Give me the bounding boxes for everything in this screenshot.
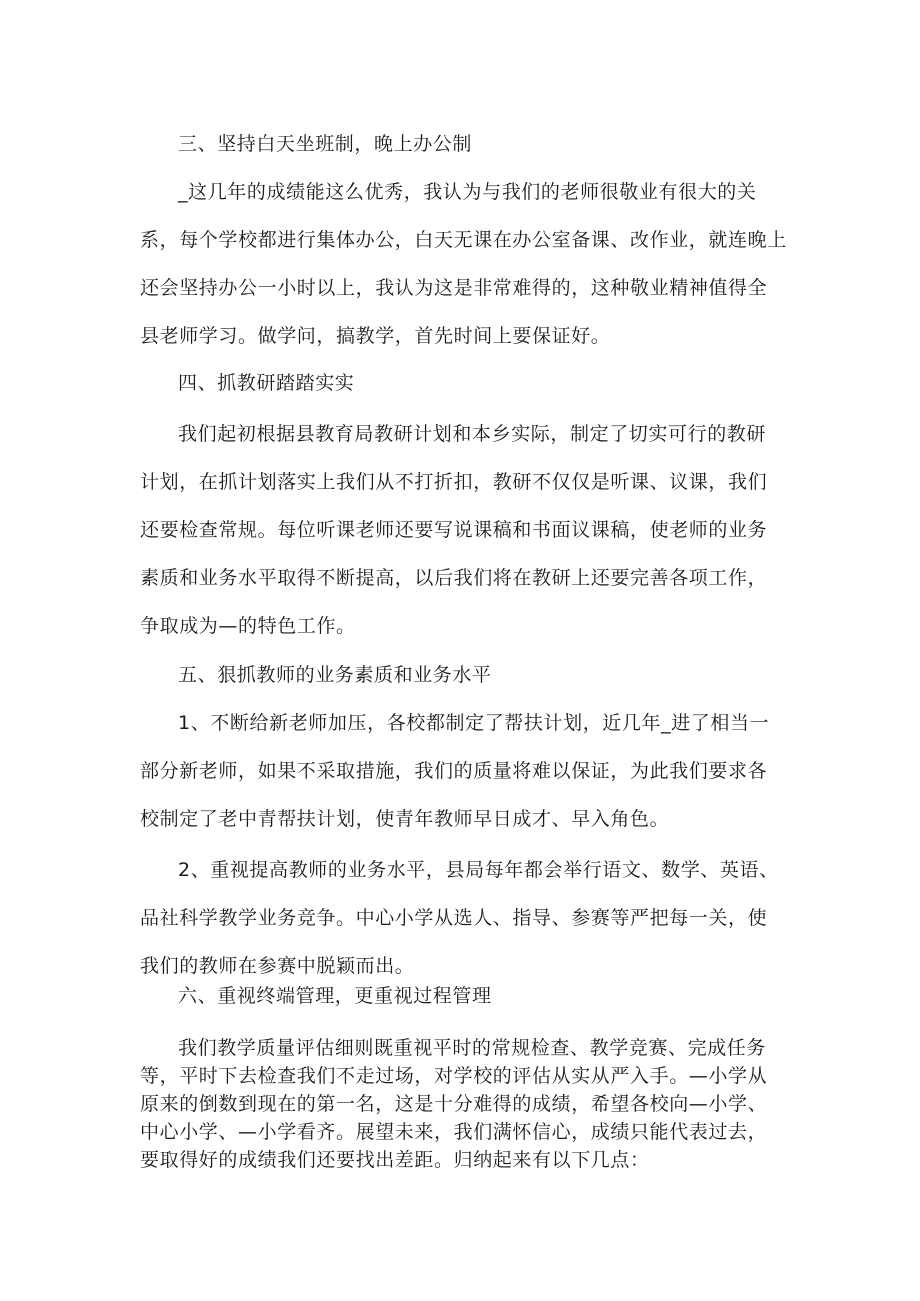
heading-text: 四、抓教研踏踏实实	[178, 372, 355, 394]
paragraph-line: 我们的教师在参赛中脱颖而出。	[140, 955, 415, 977]
section-5-item-1	[140, 699, 800, 843]
paragraph-line: 我们起初根据县教育局教研计划和本乡实际，制定了切实可行的教研	[178, 423, 767, 445]
section-3-heading	[140, 120, 838, 168]
paragraph-line: 中心小学、—小学看齐。展望未来，我们满怀信心，成绩只能代表过去，	[140, 1121, 768, 1143]
section-6-paragraph	[140, 1034, 800, 1174]
heading-text: 六、重视终端管理，更重视过程管理	[178, 985, 492, 1007]
paragraph-line: 我们教学质量评估细则既重视平时的常规检查、教学竞赛、完成任务	[178, 1037, 767, 1059]
paragraph-line: 要取得好的成绩我们还要找出差距。归纳起来有以下几点：	[140, 1149, 650, 1171]
paragraph-line: 素质和业务水平取得不断提高，以后我们将在教研上还要完善各项工作，	[140, 567, 768, 589]
paragraph-line: 系，每个学校都进行集体办公，白天无课在办公室备课、改作业，就连晚上	[140, 229, 787, 251]
paragraph-line: 等，平时下去检查我们不走过场，对学校的评估从实从严入手。—小学从	[140, 1065, 768, 1087]
paragraph-line: 原来的倒数到现在的第一名，这是十分难得的成绩，希望各校向—小学、	[140, 1093, 768, 1115]
paragraph-line: 还要检查常规。每位听课老师还要写说课稿和书面议课稿，使老师的业务	[140, 519, 768, 541]
paragraph-line: 2、重视提高教师的业务水平，县局每年都会举行语文、数学、英语、	[178, 859, 779, 881]
section-5-heading	[140, 651, 838, 699]
section-4-paragraph	[140, 410, 800, 650]
heading-text: 五、狠抓教师的业务素质和业务水平	[178, 664, 492, 686]
section-5-item-2	[140, 846, 800, 990]
section-4-heading	[140, 359, 838, 407]
paragraph-line: 部分新老师，如果不采取措施，我们的质量将难以保证，为此我们要求各	[140, 760, 768, 782]
paragraph-line: 计划，在抓计划落实上我们从不打折扣，教研不仅仅是听课、议课，我们	[140, 471, 768, 493]
paragraph-line: 校制定了老中青帮扶计划，使青年教师早日成才、早入角色。	[140, 808, 670, 830]
paragraph-line: 还会坚持办公一小时以上，我认为这是非常难得的，这种敬业精神值得全	[140, 277, 768, 299]
paragraph-line: 县老师学习。做学问，搞教学，首先时间上要保证好。	[140, 325, 611, 347]
section-6-heading	[140, 972, 838, 1020]
section-3-paragraph	[140, 168, 800, 360]
heading-text: 三、坚持白天坐班制，晚上办公制	[178, 133, 473, 155]
paragraph-line: 1、不断给新老师加压，各校都制定了帮扶计划，近几年_进了相当一	[178, 712, 770, 734]
paragraph-line: _这几年的成绩能这么优秀，我认为与我们的老师很敬业有很大的关	[178, 181, 757, 203]
paragraph-line: 争取成为—的特色工作。	[140, 615, 356, 637]
paragraph-line: 品社科学教学业务竞争。中心小学从选人、指导、参赛等严把每一关，使	[140, 907, 768, 929]
